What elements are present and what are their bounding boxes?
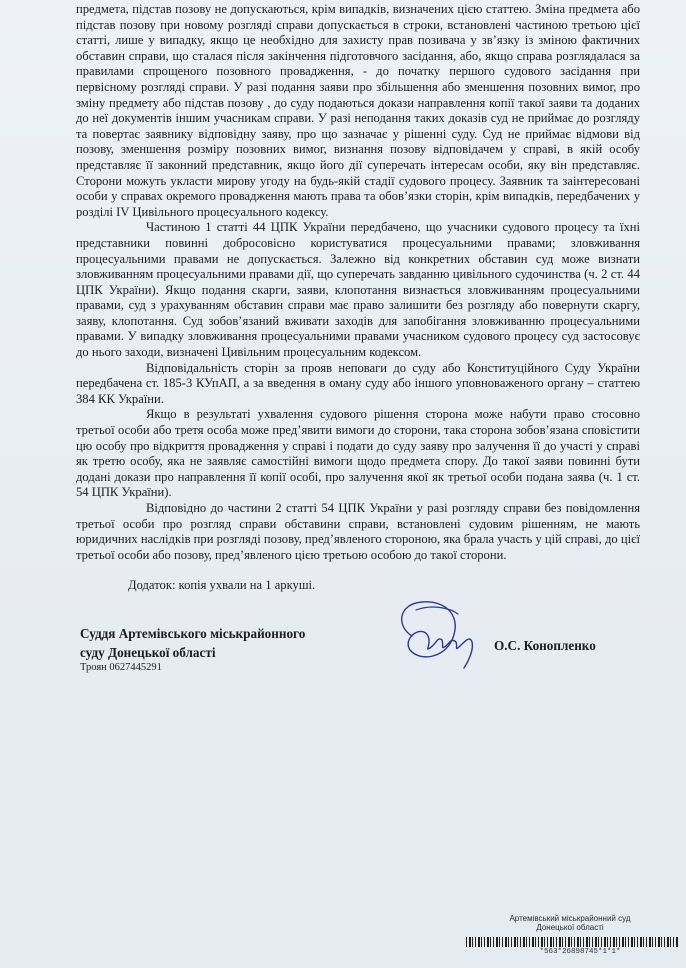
paragraph-5: Відповідно до частини 2 статті 54 ЦПК України у разі розгляду справи без повідомлення третьої особи про розгляд справи обставини справи, встановлені судовим рішенням, не мають юридичних наслідків при розгляді позову, пред’явленого стороною, яка брала участь у цій справі, до цієї третьої особи або позову, пред’явленого цією третьою особою до такої сторони.: [76, 501, 640, 562]
handwritten-signature: [392, 596, 488, 670]
judge-title: [80, 624, 305, 662]
judge-title-line-1: Суддя Артемівського міськрайонного: [80, 626, 306, 641]
barcode-text: *563*26898745*1*1*: [539, 948, 621, 956]
paragraph-3: Відповідальність сторін за прояв неповаги до суду або Конституційного Суду України передбачена ст. 185-3 КУпАП, а за введення в оману суду або іншого уповноваженого органу – статтею 384 КК України.: [76, 360, 640, 406]
court-stamp: [496, 914, 644, 932]
barcode: [466, 937, 678, 947]
stamp-line-1: Артемівський міськрайонний суд: [509, 914, 631, 923]
phone-note: Троян 0627445291: [80, 662, 162, 673]
stamp-line-2: Донецької області: [536, 923, 604, 932]
paragraph-2: Частиною 1 статті 44 ЦПК України передбачено, що учасники судового процесу та їхні представники повинні добросовісно користуватися процесуальними правами; зловживання процесуальними правами не допускається. Залежно від конкретних обставин суд може визнати зловживанням процесуальними правами дії, що суперечать завданню цивільного судочинства (ч. 2 ст. 44 ЦПК України). Якщо подання скарги, заяви, клопотання визнається зловживанням процесуальними правами, суд з урахуванням обставин справи має право залишити без розгляду або повернути скаргу, заяву, клопотання. Суд зобов’язаний вживати заходів для запобігання зловживанню процесуальними правами. У випадку зловживання процесуальними правами учасником судового процесу суд застосовує до нього заходи, визначені Цивільним процесуальним кодексом.: [76, 220, 640, 360]
judge-name: О.С. Конопленко: [494, 638, 596, 653]
annex-note: Додаток: копія ухвали на 1 аркуші.: [128, 578, 316, 592]
document-body: [76, 2, 640, 563]
paragraph-1: предмета, підстав позову не допускаються, крім випадків, визначених цією статтею. Зміна предмета або підстав позову при новому розгляді справи допускається в строки, встановлені частиною третьою цієї статті, лише у випадку, якщо це необхідно для захисту прав позивача у зв’язку із зміною фактичних обставин справи, що сталася після закінчення підготовчого засідання, або, якщо справа розглядалася за правилами спрощеного позовного провадження, - до початку першого судового засідання при первісному розгляді справи. У разі подання заяви про збільшення або зменшення позовних вимог, про зміну предмету або підстав позову , до суду подаються докази направлення копії такої заяви та доданих до неї документів іншим учасникам справи. У разі неподання таких доказів суд не приймає до розгляду та повертає заявнику відповідну заяву, про що зазначає у рішенні суду. Суд не приймає відмови від позову, зменшення розміру позовних вимог, визнання позову відповідачем у справі, в якій особу представляє її законний представник, якщо його дії суперечать інтересам особи, яку він представляє. Сторони можуть укласти мирову угоду на будь-якій стадії судового процесу. Заявник та заінтересовані особи у справах окремого провадження мають права та обов’язки сторін, крім випадків, передбачених у розділі IV Цивільного процесуального кодексу.: [76, 2, 640, 219]
paragraph-4: Якщо в результаті ухвалення судового рішення сторона може набути право стосовно третьої особи або третя особа може пред’явити вимоги до сторони, така сторона зобов’язана сповістити цю особу про відкриття провадження у справі і подати до суду заяву про залучення її до участі у справі як третю особу, яка не заявляє самостійні вимоги щодо предмета спору. До такої заяви повинні бути додані докази про направлення її копії особі, про залучення якої як третьої особи подана заява (ч. 1 ст. 54 ЦПК України).: [76, 407, 640, 500]
judge-title-line-2: суду Донецької області: [80, 645, 216, 660]
